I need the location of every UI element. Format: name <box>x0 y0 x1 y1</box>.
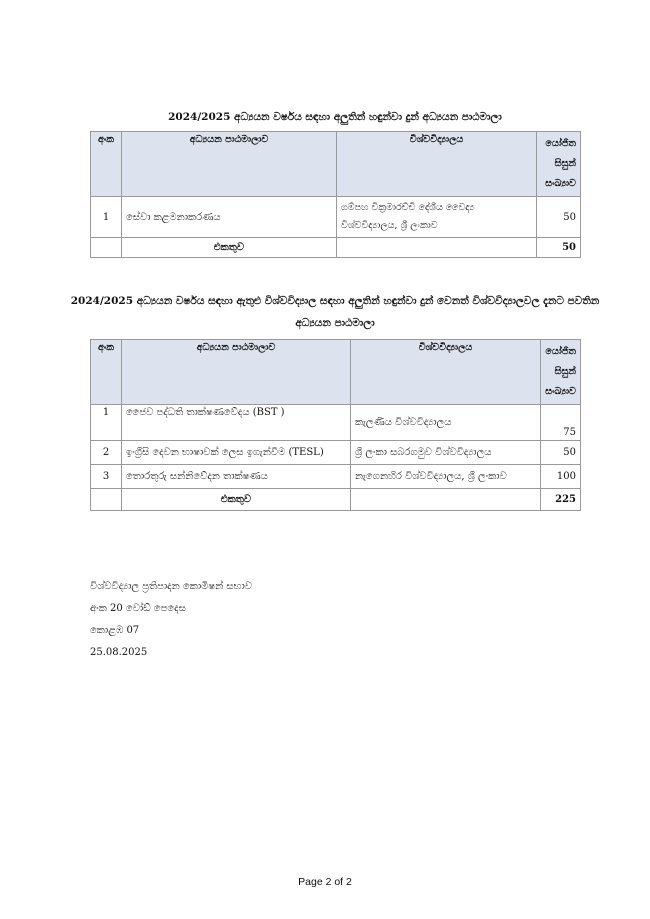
header-course: අධ්‍යයන පාඨමාලාව <box>122 340 351 405</box>
total-value: 50 <box>537 238 581 258</box>
header-university: විශ්වවිද්‍යාලය <box>337 132 537 197</box>
row-course: තොරතුරු සන්නිවේදන තාක්ෂණය <box>122 465 351 489</box>
total-row <box>91 238 581 258</box>
header-university: විශ්වවිද්‍යාලය <box>351 340 541 405</box>
document-date: 25.08.2025 <box>90 647 148 658</box>
table-header-row <box>91 132 581 197</box>
row-students: 50 <box>537 197 581 238</box>
table-row <box>91 465 581 489</box>
row-students: 100 <box>541 465 581 489</box>
address-line: අංක 20 වෝඩ් පෙදෙස <box>90 603 186 614</box>
row-university: නැගෙනහිර විශ්වවිද්‍යාලය, ශ්‍රී ලංකාව <box>351 465 541 489</box>
row-course: ඉංග්‍රීසි දෙවන භාෂාවක් ලෙස ඉගැන්වීම (TESL) <box>122 441 351 465</box>
row-university: ගම්පහ වික්‍රමාරච්චි දේශීය වෛද්‍ය විශ්වවිද්‍යාලය, ශ්‍රී ලංකාව <box>337 197 537 238</box>
total-label: එකතුව <box>122 489 351 511</box>
header-no: අංක <box>91 132 122 197</box>
row-university: ශ්‍රී ලංකා සබරගමුව විශ්වවිද්‍යාලය <box>351 441 541 465</box>
table-row <box>91 441 581 465</box>
header-students: යෝජිත සිසුන් සංඛ්‍යාව <box>541 340 581 405</box>
table2-title: 2024/2025 අධ්‍යයන වර්ෂය සඳහා ඇතුළු විශ්වවිද්‍යාල සඳහා අලුතින් හඳුන්වා දුන් වෙනත් විශ්වවිද්‍යාලවල දැනට පවතින අධ්‍යයන පාඨමාලා <box>70 295 600 329</box>
row-students: 75 <box>541 405 581 441</box>
table1 <box>90 131 581 258</box>
table-header-row <box>91 340 581 405</box>
table1-title: 2024/2025 අධ්‍යයන වර්ෂය සඳහා අලුතින් හඳුන්වා දුන් අධ්‍යයන පාඨමාලා <box>168 111 502 123</box>
header-students: යෝජිත සිසුන් සංඛ්‍යාව <box>537 132 581 197</box>
table-row <box>91 197 581 238</box>
row-course: සේවා කළමනාකරණය <box>122 197 337 238</box>
organization-name: විශ්වවිද්‍යාල ප්‍රතිපාදන කොමිෂන් සභාව <box>90 581 252 592</box>
total-label: එකතුව <box>122 238 337 258</box>
address-block <box>90 576 252 664</box>
total-value: 225 <box>541 489 581 511</box>
row-course: ජෛව පද්ධති තාක්ෂණවේදය (BST ) <box>122 405 351 441</box>
row-no: 1 <box>91 405 122 441</box>
table-row <box>91 405 581 441</box>
page-number: Page 2 of 2 <box>298 876 352 888</box>
row-students: 50 <box>541 441 581 465</box>
city-line: කොළඹ 07 <box>90 625 140 636</box>
row-no: 3 <box>91 465 122 489</box>
row-university: කැලණිය විශ්වවිද්‍යාලය <box>351 405 541 441</box>
header-course: අධ්‍යයන පාඨමාලාව <box>122 132 337 197</box>
row-no: 2 <box>91 441 122 465</box>
header-no: අංක <box>91 340 122 405</box>
total-row <box>91 489 581 511</box>
table2 <box>90 339 581 511</box>
row-no: 1 <box>91 197 122 238</box>
